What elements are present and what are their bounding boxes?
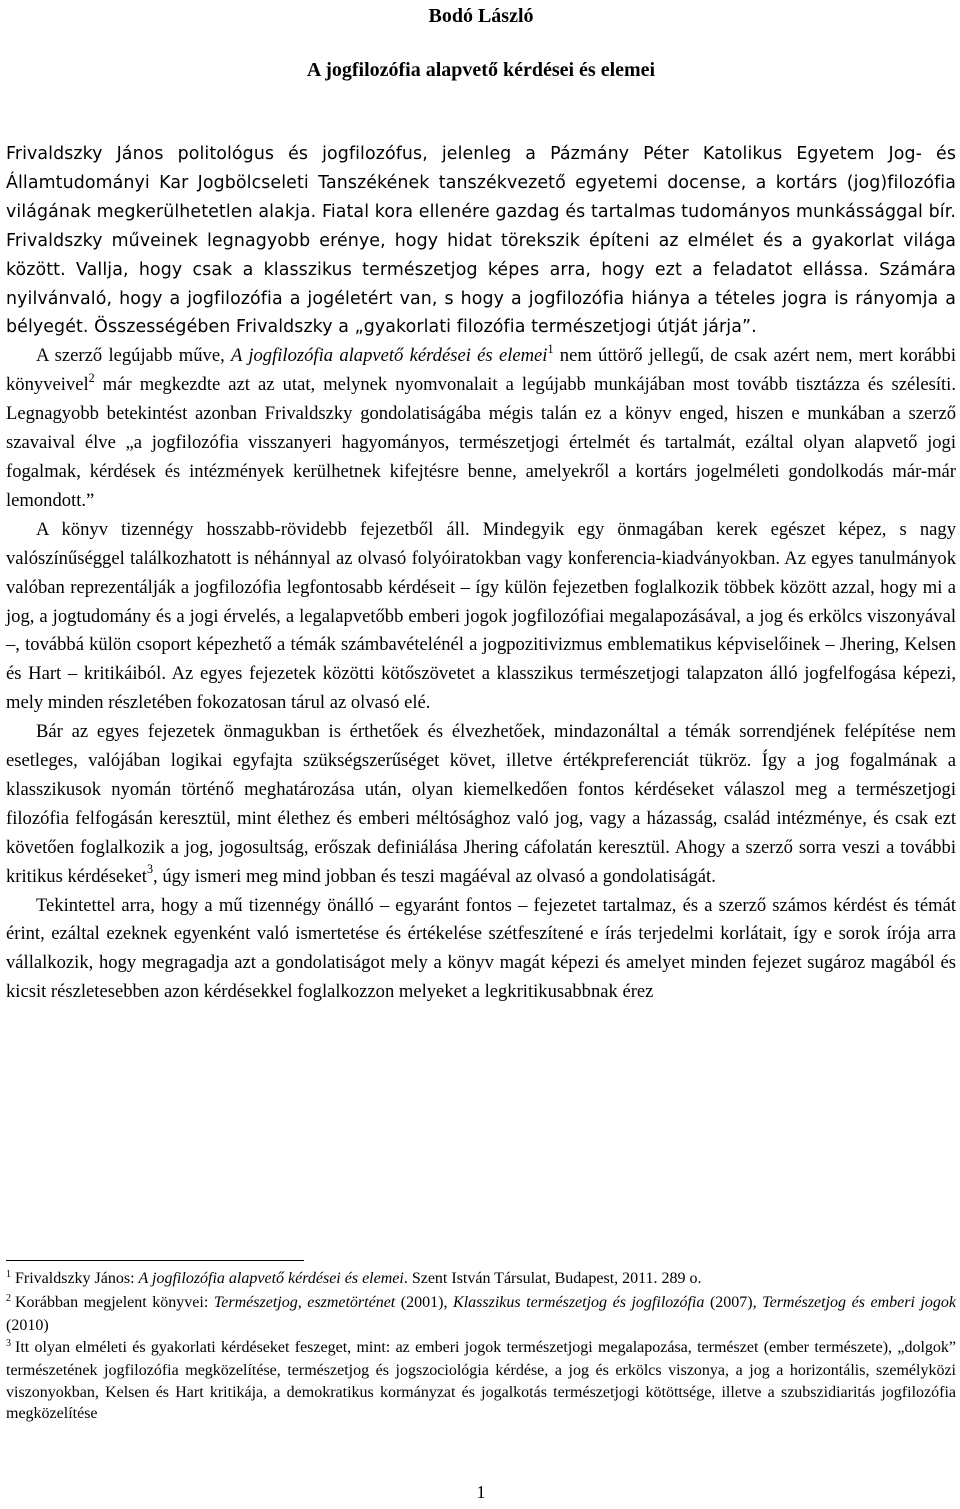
footnote-3-text: Itt olyan elméleti és gyakorlati kérdéseket feszeget, mint: az emberi jogok természetjogi megalapozása, természet (ember természete), „dolgok” természetének jogfilozófia megközelítése, természetjog és jogszociológia kérdése, a jog és erkölcs viszonya, a jog a horizontális, személyközi viszonyokban, Kelsen és Hart kritikája, a demokratikus kormányzat és jogalkotás természetjogi kötöttsége, illetve a szubszidiaritás jogfilozófia megközelítése [6, 1338, 956, 1422]
abstract-paragraph: Frivaldszky János politológus és jogfilozófus, jelenleg a Pázmány Péter Katolikus Egyetem Jog- és Államtudományi Kar Jogbölcseleti Tanszékének tanszékvezető egyetemi docense, a kortárs (jog)filozófia világának megkerülhetetlen alakja. Fiatal kora ellenére gazdag és tartalmas tudományos munkássággal bír. Frivaldszky műveinek legnagyobb erénye, hogy hidat törekszik építeni az elmélet és a gyakorlat világa között. Vallja, hogy csak a klasszikus természetjog képes arra, hogy ezt a feladatot ellássa. Számára nyilvánvaló, hogy a jogfilozófia a jogéletért van, s hogy a jogfilozófia hiánya a tételes jogra is rányomja a bélyegét. Összességében Frivaldszky a „gyakorlati filozófia természetjogi útját járja”. [6, 144, 956, 338]
paragraph-1-text-c: már megkezdte azt az utat, melynek nyomvonalait a legújabb munkájában most tovább tisztázza és szélesíti. Legnagyobb betekintést azonban Frivaldszky gondolatiságába mégis talán ez a könyv enged, hiszen e munkában a szerző szavaival élve „a jogfilozófia visszanyeri hagyományos, természetjogi értelmét és tartalmát, ezáltal olyan alapvető jogi fogalmak, kérdések és intézmények kerülhetnek kifejtésre benne, amelyekről a kortárs jogelméleti gondolkodás már-már lemondott.” [6, 374, 956, 511]
footnote-3 [6, 1337, 956, 1425]
paragraph-3-text-a: Bár az egyes fejezetek önmagukban is érthetőek és élvezhetőek, mindazonáltal a témák sorrendjének felépítése nem esetleges, valójában logikai egyfajta szükségszerűséget követ, illetve értékpreferenciát tükröz. Így a jog fogalmának a klasszikusok nyomán történő meghatározása után, olyan kiemelkedően fontos kérdéseket válaszol meg a természetjogi filozófia felfogásán keresztül, mint élethez és emberi méltósághoz való jog, vagy a házasság, család intézménye, és csak ezt követően foglalkozik a jog, jogosultság, erőszak definiálása Jhering cáfolatán keresztül. Ahogy a szerző sorra veszi a további kritikus kérdéseket [6, 721, 956, 887]
footnote-1-text-b: . Szent István Társulat, Budapest, 2011. 289 o. [403, 1270, 702, 1287]
footnote-1-text-a: Frivaldszky János: [15, 1270, 139, 1287]
paragraph-3 [6, 718, 956, 891]
paragraph-1 [6, 342, 956, 515]
document-title: A jogfilozófia alapvető kérdései és elemei [306, 59, 656, 81]
paragraph-3-text-b: , úgy ismeri meg mind jobban és teszi magáéval az olvasó a gondolatiságát. [153, 865, 716, 887]
footnote-1 [6, 1268, 956, 1292]
footnote-2-text-a: Korábban megjelent könyvei: [15, 1293, 214, 1311]
footnote-ref-1: 1 [547, 341, 554, 356]
footnote-ref-2: 2 [88, 370, 95, 385]
footnote-3-number: 3 [6, 1337, 11, 1349]
paragraph-2: A könyv tizennégy hosszabb-rövidebb fejezetből áll. Mindegyik egy önmagában kerek egészet képez, s nagy valószínűséggel találkozhatott is néhánnyal az olvasó folyóiratokban vagy konferencia-kiadványokban. Az egyes tanulmányok valóban reprezentálják a jogfilozófia legfontosabb kérdéseit – így külön fejezetben foglalkozik többek között azzal, hogy mi a jog, a jogtudomány és a jogi érvelés, a legalapvetőbb emberi jogok jogfilozófiai megalapozásával, a jog és erkölcs viszonyával –, továbbá külön csoport képezhető a témák számbavételénél a jogpozitivizmus emblematikus képviselőinek – Jhering, Kelsen és Hart – kritikáiból. Az egyes fejezetek közötti kötőszövetet a klasszikus természetjogi talapzaton álló jogfelfogása képezi, mely minden részletében fokozatosan tárul az olvasó elé. [6, 518, 956, 714]
footnote-2-number: 2 [6, 1292, 11, 1304]
footnote-1-title: A jogfilozófia alapvető kérdései és elemei [138, 1270, 404, 1287]
footnote-ref-3: 3 [146, 862, 154, 877]
footnote-1-number: 1 [6, 1269, 11, 1280]
footnote-2-text-b: (2001), [395, 1293, 454, 1311]
footnote-separator [6, 1260, 304, 1261]
paragraph-1-text-b: nem úttörő jellegű, de csak azért nem, mert korábbi könyveivel [6, 345, 956, 396]
author-name: Bodó László [428, 5, 534, 27]
footnotes [6, 1268, 956, 1425]
footnote-2-title-2: Klasszikus természetjog és jogfilozófia [453, 1293, 705, 1311]
footnote-2 [6, 1292, 956, 1337]
paragraph-4: Tekintettel arra, hogy a mű tizennégy önálló – egyaránt fontos – fejezetet tartalmaz, és a szerző számos kérdést és témát érint, ezáltal ezeknek egyenként való ismertetése és értékelése szétfeszítené e írás terjedelmi korlátait, így e sorok írója arra vállalkozik, hogy megragadja azt a gondolatiságot mely a könyv magát képezi és amelyet minden fejezet sugároz magából és kicsit részletesebben azon kérdésekkel foglalkozzon melyeket a legkritikusabbnak érez [6, 894, 956, 1003]
document-body [6, 140, 956, 1007]
paragraph-1-text-a: A szerző legújabb műve, [36, 345, 232, 367]
footnote-2-title-3: Természetjog és emberi jogok [762, 1293, 957, 1311]
page-number: 1 [476, 1482, 486, 1502]
footnote-2-text-c: (2007), [704, 1293, 763, 1311]
book-title: A jogfilozófia alapvető kérdései és elemei [231, 345, 548, 367]
footnote-2-text-d: (2010) [6, 1317, 49, 1334]
footnote-2-title-1: Természetjog, eszmetörténet [213, 1293, 396, 1311]
document-page [6, 0, 956, 1509]
